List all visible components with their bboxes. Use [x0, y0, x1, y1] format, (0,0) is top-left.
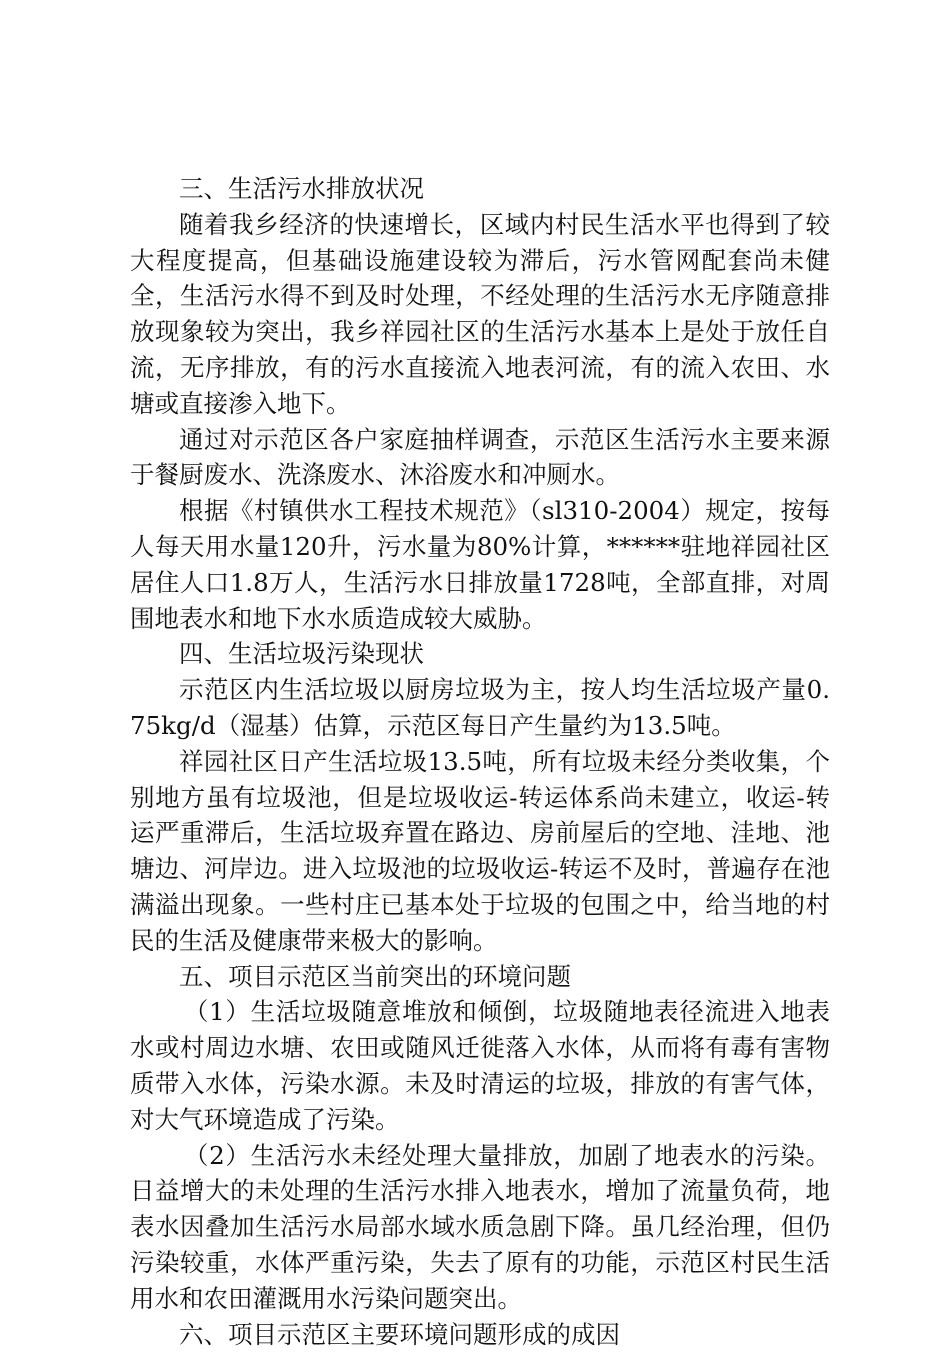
paragraph-sewage-volume: 根据《村镇供水工程技术规范》（sl310-2004）规定，按每人每天用水量120升，污水量为80%计算，******驻地祥园社区居住人口1.8万人，生活污水日排放量1728吨，全部直排，对周围地表水和地下水水质造成较大威胁。: [130, 493, 830, 636]
paragraph-sewage-sources: 通过对示范区各户家庭抽样调查，示范区生活污水主要来源于餐厨废水、洗涤废水、沐浴废水和冲厕水。: [130, 422, 830, 494]
section-heading-sewage-discharge: 三、生活污水排放状况: [130, 171, 830, 207]
list-item-problem-2: （2）生活污水未经处理大量排放，加剧了地表水的污染。日益增大的未处理的生活污水排入地表水，增加了流量负荷，地表水因叠加生活污水局部水域水质急剧下降。虽几经治理，但仍污染较重，水体严重污染，失去了原有的功能，示范区村民生活用水和农田灌溉用水污染问题突出。: [130, 1138, 830, 1317]
section-heading-garbage-pollution: 四、生活垃圾污染现状: [130, 636, 830, 672]
list-item-problem-1: （1）生活垃圾随意堆放和倾倒，垃圾随地表径流进入地表水或村周边水塘、农田或随风迁徙落入水体，从而将有毒有害物质带入水体，污染水源。未及时清运的垃圾，排放的有害气体，对大气环境造成了污染。: [130, 994, 830, 1137]
paragraph-sewage-overview: 随着我乡经济的快速增长，区域内村民生活水平也得到了较大程度提高，但基础设施建设较为滞后，污水管网配套尚未健全，生活污水得不到及时处理，不经处理的生活污水无序随意排放现象较为突出，我乡祥园社区的生活污水基本上是处于放任自流，无序排放，有的污水直接流入地表河流，有的流入农田、水塘或直接渗入地下。: [130, 207, 830, 422]
paragraph-garbage-estimate: 示范区内生活垃圾以厨房垃圾为主，按人均生活垃圾产量0.75kg/d（湿基）估算，示范区每日产生量约为13.5吨。: [130, 672, 830, 744]
section-heading-problem-causes: 六、项目示范区主要环境问题形成的成因: [130, 1317, 830, 1352]
section-heading-environmental-problems: 五、项目示范区当前突出的环境问题: [130, 959, 830, 995]
document-body: [130, 171, 830, 1352]
paragraph-garbage-situation: 祥园社区日产生活垃圾13.5吨，所有垃圾未经分类收集，个别地方虽有垃圾池，但是垃圾收运-转运体系尚未建立，收运-转运严重滞后，生活垃圾弃置在路边、房前屋后的空地、洼地、池塘边、河岸边。进入垃圾池的垃圾收运-转运不及时，普遍存在池满溢出现象。一些村庄已基本处于垃圾的包围之中，给当地的村民的生活及健康带来极大的影响。: [130, 744, 830, 959]
